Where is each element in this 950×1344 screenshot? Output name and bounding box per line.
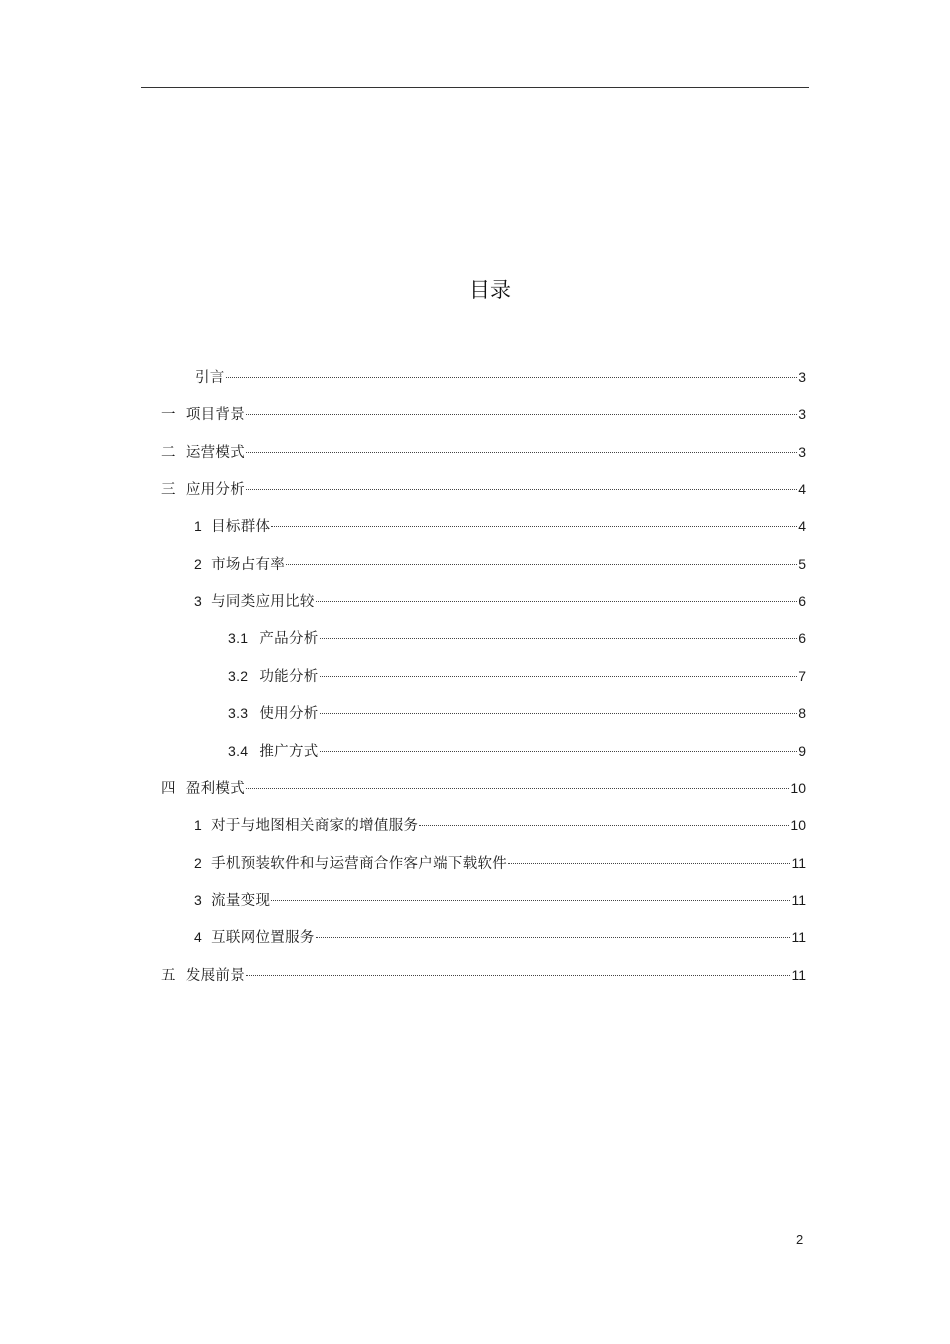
toc-entry-label	[228, 740, 319, 763]
toc-entry-text: 对于与地图相关商家的增值服务	[211, 818, 419, 835]
toc-entry[interactable]	[228, 740, 806, 762]
toc-entry-label	[195, 367, 225, 389]
toc-entry-text: 项目背景	[185, 407, 246, 424]
toc-entry-page: 6	[798, 593, 806, 610]
toc-entry[interactable]	[194, 515, 806, 537]
toc-entry-text: 手机预装软件和与运营商合作客户端下载软件	[211, 855, 508, 872]
toc-entry[interactable]	[194, 814, 806, 836]
toc-entry-label	[194, 889, 270, 912]
toc-entry-page: 3	[798, 443, 806, 460]
toc-entry[interactable]	[161, 964, 806, 986]
toc-entry[interactable]	[194, 590, 806, 612]
toc-entry-page: 6	[798, 630, 806, 647]
toc-entry[interactable]	[195, 366, 806, 388]
toc-entry-page: 9	[798, 742, 806, 759]
toc-entry[interactable]	[161, 441, 806, 463]
toc-entry-label	[194, 814, 418, 837]
toc-entry-number: 3.1	[228, 630, 249, 647]
toc-entry[interactable]	[161, 478, 806, 500]
toc-dot-leader	[320, 638, 798, 639]
toc-entry-text: 产品分析	[259, 631, 319, 648]
toc-entry-text: 与同类应用比较	[211, 594, 315, 611]
toc-entry[interactable]	[194, 926, 806, 948]
toc-dot-leader	[246, 788, 789, 789]
toc-entry-page: 4	[798, 481, 806, 498]
toc-entry[interactable]	[228, 702, 806, 724]
toc-dot-leader	[271, 900, 790, 901]
toc-entry-label	[194, 590, 315, 613]
toc-dot-leader	[271, 526, 797, 527]
toc-entry-number: 三	[161, 482, 176, 499]
toc-entry-page: 11	[791, 966, 806, 983]
toc-entry[interactable]	[194, 852, 806, 874]
toc-entry-label	[228, 665, 319, 688]
toc-dot-leader	[286, 564, 797, 565]
toc-entry-number: 1	[194, 518, 203, 535]
toc-entry-number: 2	[194, 854, 203, 871]
toc-entry-label	[194, 515, 270, 538]
toc-entry-label	[194, 926, 315, 949]
toc-entry-label	[228, 627, 319, 650]
page-number: 2	[796, 1232, 804, 1247]
toc-entry-text: 发展前景	[185, 967, 246, 984]
toc-dot-leader	[320, 713, 798, 714]
toc-entry[interactable]	[161, 403, 806, 425]
toc-entry-label	[194, 852, 507, 875]
toc-entry-label	[161, 778, 245, 800]
toc-entry[interactable]	[161, 777, 806, 799]
toc-entry-label	[161, 479, 245, 501]
toc-entry-page: 3	[798, 369, 806, 385]
toc-dot-leader	[419, 825, 789, 826]
toc-entry-page: 3	[798, 406, 806, 423]
toc-entry-page: 11	[791, 891, 806, 908]
toc-entry-label	[228, 702, 319, 725]
toc-title-text: 目录	[469, 278, 511, 302]
toc-entry-page: 11	[791, 854, 806, 871]
toc-entry-number: 四	[161, 780, 176, 797]
toc-entry-label	[194, 553, 285, 576]
toc-entry-page: 10	[790, 779, 806, 796]
toc-entry-text: 盈利模式	[185, 780, 246, 797]
toc-entry-number: 3.4	[228, 742, 249, 759]
toc-entry-number: 五	[161, 967, 176, 984]
toc-entry-text: 市场占有率	[211, 556, 286, 573]
toc-entry-number: 3.2	[228, 667, 249, 684]
toc-dot-leader	[246, 975, 790, 976]
toc-entry-number: 1	[194, 817, 203, 834]
toc-entry-page: 8	[798, 705, 806, 722]
toc-entry-text: 流量变现	[211, 892, 271, 909]
toc-entry-text: 运营模式	[185, 444, 246, 461]
toc-entry-page: 4	[798, 518, 806, 535]
toc-entry-text: 目标群体	[211, 519, 271, 536]
toc-dot-leader	[320, 751, 798, 752]
toc-entry-number: 3	[194, 891, 203, 908]
toc-dot-leader	[246, 414, 797, 415]
toc-entry-label	[161, 404, 245, 426]
toc-entry-number: 3.3	[228, 705, 249, 722]
toc-entry-text: 使用分析	[259, 706, 319, 723]
toc-entry-page: 5	[798, 555, 806, 572]
toc-dot-leader	[320, 676, 798, 677]
toc-entry-number: 一	[161, 407, 176, 424]
toc-entry-number: 2	[194, 555, 203, 572]
toc-entry-label	[161, 965, 245, 987]
toc-dot-leader	[508, 863, 790, 864]
toc-dot-leader	[316, 601, 798, 602]
toc-entry-number: 二	[161, 444, 176, 461]
toc-dot-leader	[246, 452, 797, 453]
toc-entry-text: 功能分析	[259, 668, 319, 685]
toc-entry-page: 11	[791, 929, 806, 946]
toc-entry-text: 互联网位置服务	[211, 930, 315, 947]
toc-dot-leader	[246, 489, 797, 490]
toc-entry[interactable]	[194, 553, 806, 575]
toc-entry[interactable]	[228, 665, 806, 687]
toc-entry-page: 10	[790, 817, 806, 834]
toc-entry[interactable]	[194, 889, 806, 911]
toc-entry-label	[161, 442, 245, 464]
toc-entry-text: 引言	[195, 370, 225, 386]
toc-entry[interactable]	[228, 627, 806, 649]
toc-entry-text: 推广方式	[259, 743, 319, 760]
toc-entry-number: 3	[194, 593, 203, 610]
toc-entry-number: 4	[194, 929, 203, 946]
toc-entry-text: 应用分析	[185, 482, 246, 499]
toc-dot-leader	[226, 377, 798, 378]
toc-entry-page: 7	[798, 667, 806, 684]
toc-dot-leader	[316, 937, 791, 938]
